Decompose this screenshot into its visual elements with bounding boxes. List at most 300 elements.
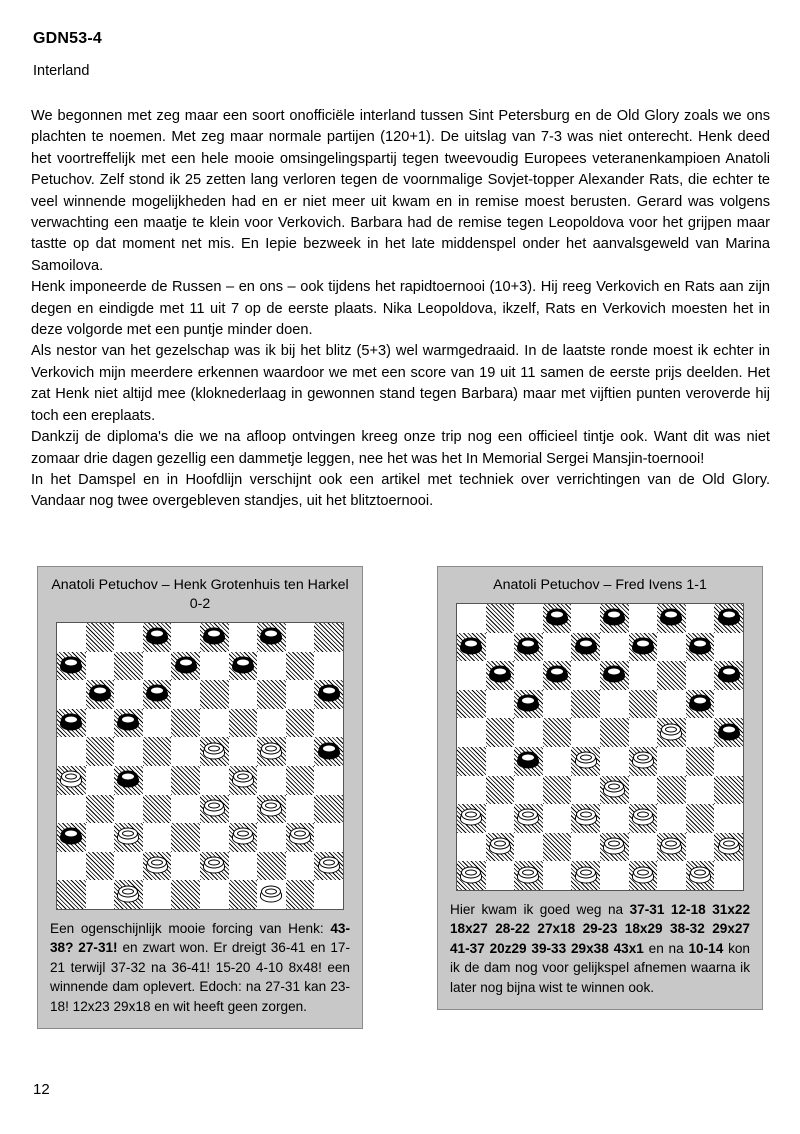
- board-square: [486, 747, 515, 776]
- board-square: [114, 680, 143, 709]
- board-square: [257, 880, 286, 909]
- black-piece: [603, 609, 625, 628]
- board-square: [229, 652, 258, 681]
- piece-ring: [608, 841, 620, 847]
- board-square: [171, 880, 200, 909]
- board-square: [57, 652, 86, 681]
- board-square: [514, 718, 543, 747]
- piece-ring: [694, 698, 706, 704]
- white-piece: [460, 866, 482, 885]
- board-square: [143, 852, 172, 881]
- board-square: [714, 776, 743, 805]
- board-square: [686, 661, 715, 690]
- board-square: [86, 766, 115, 795]
- board-square: [686, 718, 715, 747]
- board-square: [629, 690, 658, 719]
- board-square: [171, 823, 200, 852]
- piece-ring: [522, 698, 534, 704]
- board-square: [600, 747, 629, 776]
- piece-ring: [323, 688, 335, 694]
- board-square: [486, 661, 515, 690]
- piece-ring: [465, 869, 477, 875]
- board-square: [543, 690, 572, 719]
- white-piece: [203, 799, 225, 818]
- board-square: [600, 804, 629, 833]
- board-square: [114, 795, 143, 824]
- black-piece: [117, 771, 139, 790]
- board-square: [114, 766, 143, 795]
- article-paragraph: In het Damspel en in Hoofdlijn verschijnt ook een artikel met techniek over verrichtingen van de Old Glory. Vandaar nog twee overgebleven standjes, uit het blitztoernooi.: [31, 471, 770, 510]
- board-square: [657, 804, 686, 833]
- piece-ring: [494, 841, 506, 847]
- board-square: [571, 833, 600, 862]
- board-square: [600, 633, 629, 662]
- board-square: [314, 766, 343, 795]
- board-square: [314, 795, 343, 824]
- board-square: [571, 690, 600, 719]
- board-square: [543, 776, 572, 805]
- black-piece: [546, 666, 568, 685]
- black-piece: [718, 723, 740, 742]
- board-square: [514, 747, 543, 776]
- board-square: [571, 604, 600, 633]
- piece-ring: [208, 860, 220, 866]
- board-square: [514, 604, 543, 633]
- piece-ring: [580, 812, 592, 818]
- piece-ring: [665, 726, 677, 732]
- board-square: [257, 652, 286, 681]
- board-square: [657, 661, 686, 690]
- piece-ring: [522, 812, 534, 818]
- white-piece: [260, 742, 282, 761]
- board-square: [57, 823, 86, 852]
- board-square: [457, 718, 486, 747]
- piece-ring: [522, 755, 534, 761]
- board-square: [200, 652, 229, 681]
- board-square: [657, 747, 686, 776]
- white-piece: [146, 857, 168, 876]
- board-square: [714, 861, 743, 890]
- page-number: 12: [33, 1081, 50, 1098]
- board-square: [486, 804, 515, 833]
- black-piece: [318, 742, 340, 761]
- white-piece: [718, 838, 740, 857]
- board-square: [171, 737, 200, 766]
- piece-ring: [694, 640, 706, 646]
- board-square: [143, 680, 172, 709]
- piece-ring: [94, 688, 106, 694]
- board-square: [457, 804, 486, 833]
- black-piece: [689, 695, 711, 714]
- board-square: [600, 718, 629, 747]
- white-piece: [517, 866, 539, 885]
- board-square: [457, 604, 486, 633]
- caption-text: kon ik de dam nog voor gelijkspel afnemen waarna ik later nog bijna wist te winnen ook.: [450, 940, 750, 995]
- white-piece: [575, 809, 597, 828]
- piece-ring: [265, 802, 277, 808]
- piece-ring: [265, 888, 277, 894]
- black-piece: [517, 637, 539, 656]
- board-square: [714, 747, 743, 776]
- piece-ring: [494, 669, 506, 675]
- board-square: [57, 795, 86, 824]
- article-paragraph: Henk imponeerde de Russen – en ons – ook tijdens het rapidtoernooi (10+3). Hij reeg Verkovich en Rats aan zijn degen en eindigde met 11 uit 7 op de eerste plaats. Nika Leopoldova, ikzelf, Rats en Verkovich moesten het in deze volgorde met een puntje minder doen.: [31, 279, 770, 339]
- board-square: [486, 604, 515, 633]
- piece-ring: [208, 631, 220, 637]
- board-square: [57, 852, 86, 881]
- black-piece: [89, 685, 111, 704]
- board-square: [486, 718, 515, 747]
- white-piece: [689, 866, 711, 885]
- board-square: [200, 680, 229, 709]
- board-square: [286, 680, 315, 709]
- document-title: GDN53-4: [33, 30, 102, 47]
- board-square: [286, 766, 315, 795]
- white-piece: [318, 857, 340, 876]
- board-square: [629, 804, 658, 833]
- board-square: [229, 680, 258, 709]
- white-piece: [460, 809, 482, 828]
- board-square: [543, 861, 572, 890]
- black-piece: [575, 637, 597, 656]
- board-square: [57, 680, 86, 709]
- board-square: [457, 747, 486, 776]
- board-square: [57, 623, 86, 652]
- board-square: [257, 680, 286, 709]
- board-square: [143, 652, 172, 681]
- board-square: [486, 633, 515, 662]
- board-square: [600, 604, 629, 633]
- board-square: [543, 833, 572, 862]
- diagram-caption-1: [38, 910, 362, 1028]
- piece-ring: [151, 860, 163, 866]
- board-square: [229, 623, 258, 652]
- piece-ring: [637, 755, 649, 761]
- board-square: [686, 633, 715, 662]
- board-square: [314, 652, 343, 681]
- board-square: [686, 604, 715, 633]
- board-square: [714, 633, 743, 662]
- piece-ring: [294, 831, 306, 837]
- board-square: [571, 747, 600, 776]
- black-piece: [517, 695, 539, 714]
- board-square: [86, 680, 115, 709]
- board-square: [200, 795, 229, 824]
- board-square: [143, 795, 172, 824]
- piece-ring: [65, 659, 77, 665]
- piece-ring: [551, 669, 563, 675]
- piece-ring: [151, 688, 163, 694]
- board-square: [200, 766, 229, 795]
- board-square: [143, 623, 172, 652]
- board-square: [114, 652, 143, 681]
- piece-ring: [580, 640, 592, 646]
- board-square: [543, 661, 572, 690]
- piece-ring: [465, 640, 477, 646]
- board-square: [457, 861, 486, 890]
- white-piece: [603, 838, 625, 857]
- board-square: [286, 652, 315, 681]
- board-square: [114, 823, 143, 852]
- board-square: [629, 718, 658, 747]
- board-square: [571, 861, 600, 890]
- white-piece: [117, 828, 139, 847]
- board-wrap-1: [38, 622, 362, 910]
- board-square: [486, 776, 515, 805]
- board-square: [686, 690, 715, 719]
- board-square: [171, 623, 200, 652]
- board-square: [629, 661, 658, 690]
- board-square: [543, 804, 572, 833]
- board-square: [457, 661, 486, 690]
- board-square: [229, 880, 258, 909]
- board-square: [229, 737, 258, 766]
- board-square: [257, 795, 286, 824]
- board-square: [629, 833, 658, 862]
- piece-ring: [65, 831, 77, 837]
- board-square: [257, 709, 286, 738]
- black-piece: [146, 628, 168, 647]
- board-square: [629, 633, 658, 662]
- article-body: [31, 106, 770, 513]
- board-square: [143, 709, 172, 738]
- board-square: [229, 823, 258, 852]
- board-square: [600, 661, 629, 690]
- board-square: [514, 690, 543, 719]
- piece-ring: [637, 869, 649, 875]
- board-square: [257, 623, 286, 652]
- black-piece: [60, 828, 82, 847]
- board-square: [114, 709, 143, 738]
- article-paragraph: We begonnen met zeg maar een soort onofficiële interland tussen Sint Petersburg en de Old Glory zoals we ons plachten te noemen. Met zeg maar normale partijen (120+1). De uitslag van 7-3 was niet onterecht. Henk deed het voortreffelijk met een hele mooie omsingelingspartij tegen tweevoudig Europees veteranenkampioen Anatoli Petuchov. Zelf stond ik 25 zetten lang verloren tegen de voornmalige Sovjet-topper Alexander Rats, die echter te veel winnende mogelijkheden had en er niet meer uit kwam en in remise moest berusten. Gerard was volgens verwachting een maatje te klein voor Verkovich. Barbara had de remise tegen Leopoldova voor het grijpen maar tastte op dat moment net mis. En Iepie bezweek in het late middenspel onder het aanvalsgeweld van Marina Samoilova.: [31, 108, 770, 274]
- white-piece: [660, 723, 682, 742]
- piece-ring: [723, 841, 735, 847]
- board-square: [314, 680, 343, 709]
- board-square: [200, 623, 229, 652]
- draughts-board-2: [456, 603, 744, 891]
- piece-ring: [265, 745, 277, 751]
- article-paragraph: Dankzij de diploma's die we na afloop ontvingen kreeg onze trip nog een officieel tintje ook. Want dit was niet zomaar drie dagen gezellig een dammetje leggen, nee het was het In Memorial Sergei Mansjin-toernooi!: [31, 429, 770, 467]
- board-square: [257, 737, 286, 766]
- caption-text: Hier kwam ik goed weg na: [450, 902, 630, 917]
- board-square: [171, 652, 200, 681]
- board-square: [657, 690, 686, 719]
- piece-ring: [122, 717, 134, 723]
- board-square: [600, 776, 629, 805]
- board-square: [457, 633, 486, 662]
- piece-ring: [580, 869, 592, 875]
- diagram-caption-2: [438, 891, 762, 1009]
- board-square: [657, 861, 686, 890]
- board-square: [314, 823, 343, 852]
- board-square: [257, 823, 286, 852]
- board-square: [286, 880, 315, 909]
- board-square: [200, 709, 229, 738]
- black-piece: [546, 609, 568, 628]
- board-square: [229, 709, 258, 738]
- white-piece: [260, 799, 282, 818]
- caption-move-notation: 37-31 12-18 31x22 18x27 28-22 27x18 29-23 18x29 38-32 29x27 41-37 20z29 39-33 29x38 43x1: [450, 902, 751, 956]
- board-square: [514, 833, 543, 862]
- black-piece: [632, 637, 654, 656]
- piece-ring: [265, 631, 277, 637]
- board-square: [114, 852, 143, 881]
- board-square: [714, 718, 743, 747]
- diagram-card-1: [37, 566, 363, 1029]
- board-square: [714, 604, 743, 633]
- board-square: [143, 823, 172, 852]
- board-square: [514, 661, 543, 690]
- board-square: [571, 776, 600, 805]
- board-square: [286, 737, 315, 766]
- piece-ring: [665, 841, 677, 847]
- board-square: [229, 766, 258, 795]
- piece-ring: [637, 640, 649, 646]
- piece-ring: [323, 860, 335, 866]
- black-piece: [603, 666, 625, 685]
- board-square: [657, 633, 686, 662]
- piece-ring: [122, 888, 134, 894]
- board-square: [657, 833, 686, 862]
- board-square: [229, 852, 258, 881]
- board-square: [143, 766, 172, 795]
- board-square: [600, 861, 629, 890]
- board-square: [200, 737, 229, 766]
- board-square: [86, 709, 115, 738]
- black-piece: [318, 685, 340, 704]
- board-square: [86, 823, 115, 852]
- board-square: [286, 795, 315, 824]
- black-piece: [60, 714, 82, 733]
- board-square: [171, 709, 200, 738]
- white-piece: [203, 857, 225, 876]
- board-square: [314, 880, 343, 909]
- black-piece: [718, 609, 740, 628]
- board-square: [629, 747, 658, 776]
- board-square: [286, 623, 315, 652]
- board-square: [314, 623, 343, 652]
- board-square: [286, 823, 315, 852]
- board-square: [257, 852, 286, 881]
- board-square: [171, 680, 200, 709]
- board-square: [514, 633, 543, 662]
- white-piece: [575, 866, 597, 885]
- board-square: [171, 852, 200, 881]
- board-square: [86, 737, 115, 766]
- board-square: [314, 737, 343, 766]
- board-square: [600, 833, 629, 862]
- article-paragraph: Als nestor van het gezelschap was ik bij het blitz (5+3) wel warmgedraaid. In de laatste ronde moest ik echter in Verkovich mijn meerdere erkennen waardoor we met een score van 19 uit 11 samen de eerste prijs deelden. Het zat Henk niet altijd mee (kloknederlaag in gewonnen stand tegen Barbara) maar met vijftien punten veroverde hij toch een ereplaats.: [31, 343, 770, 424]
- black-piece: [117, 714, 139, 733]
- black-piece: [718, 666, 740, 685]
- black-piece: [146, 685, 168, 704]
- caption-move-notation: 43-38? 27-31!: [50, 921, 350, 956]
- board-square: [114, 623, 143, 652]
- board-square: [86, 880, 115, 909]
- board-square: [714, 833, 743, 862]
- piece-ring: [665, 612, 677, 618]
- piece-ring: [580, 755, 592, 761]
- board-square: [457, 833, 486, 862]
- white-piece: [575, 752, 597, 771]
- diagram-title-1: Anatoli Petuchov – Henk Grotenhuis ten Harkel 0-2: [51, 577, 349, 612]
- black-piece: [660, 609, 682, 628]
- piece-ring: [237, 774, 249, 780]
- piece-ring: [65, 774, 77, 780]
- white-piece: [632, 752, 654, 771]
- board-square: [543, 633, 572, 662]
- board-square: [314, 852, 343, 881]
- board-square: [714, 804, 743, 833]
- piece-ring: [608, 612, 620, 618]
- board-square: [571, 661, 600, 690]
- white-piece: [232, 771, 254, 790]
- white-piece: [117, 885, 139, 904]
- section-subtitle: Interland: [33, 63, 90, 79]
- black-piece: [689, 637, 711, 656]
- white-piece: [260, 885, 282, 904]
- black-piece: [60, 656, 82, 675]
- piece-ring: [323, 745, 335, 751]
- board-square: [686, 747, 715, 776]
- caption-move-notation: 10-14: [688, 940, 724, 956]
- piece-ring: [151, 631, 163, 637]
- piece-ring: [522, 869, 534, 875]
- caption-text: en zwart won. Er dreigt 36-41 en 17-21 terwijl 37-32 na 36-41! 15-20 4-10 8x48! een winnende dam oplevert. Edoch: na 27-31 kan 23-18! 12x23 29x18 en wit heeft geen zorgen.: [50, 940, 350, 1014]
- black-piece: [203, 628, 225, 647]
- board-square: [200, 880, 229, 909]
- black-piece: [489, 666, 511, 685]
- piece-ring: [723, 612, 735, 618]
- board-square: [286, 709, 315, 738]
- board-square: [86, 852, 115, 881]
- board-square: [629, 776, 658, 805]
- piece-ring: [237, 831, 249, 837]
- piece-ring: [723, 726, 735, 732]
- board-square: [457, 690, 486, 719]
- board-square: [571, 804, 600, 833]
- board-square: [86, 652, 115, 681]
- piece-ring: [608, 783, 620, 789]
- board-square: [514, 804, 543, 833]
- black-piece: [175, 656, 197, 675]
- piece-ring: [208, 802, 220, 808]
- black-piece: [517, 752, 539, 771]
- white-piece: [603, 780, 625, 799]
- piece-ring: [723, 669, 735, 675]
- caption-text: en na: [643, 940, 689, 956]
- board-square: [457, 776, 486, 805]
- diagram-card-2: [437, 566, 763, 1010]
- piece-ring: [637, 812, 649, 818]
- diagram-title-2: Anatoli Petuchov – Fred Ivens 1-1: [493, 577, 707, 593]
- piece-ring: [608, 669, 620, 675]
- board-square: [143, 737, 172, 766]
- piece-ring: [65, 717, 77, 723]
- black-piece: [232, 656, 254, 675]
- caption-text: Een ogenschijnlijk mooie forcing van Henk:: [50, 921, 331, 936]
- board-square: [57, 766, 86, 795]
- board-square: [114, 737, 143, 766]
- board-square: [571, 718, 600, 747]
- board-square: [200, 852, 229, 881]
- draughts-board-1: [56, 622, 344, 910]
- piece-ring: [180, 659, 192, 665]
- board-square: [314, 709, 343, 738]
- board-square: [514, 861, 543, 890]
- board-square: [629, 861, 658, 890]
- white-piece: [632, 866, 654, 885]
